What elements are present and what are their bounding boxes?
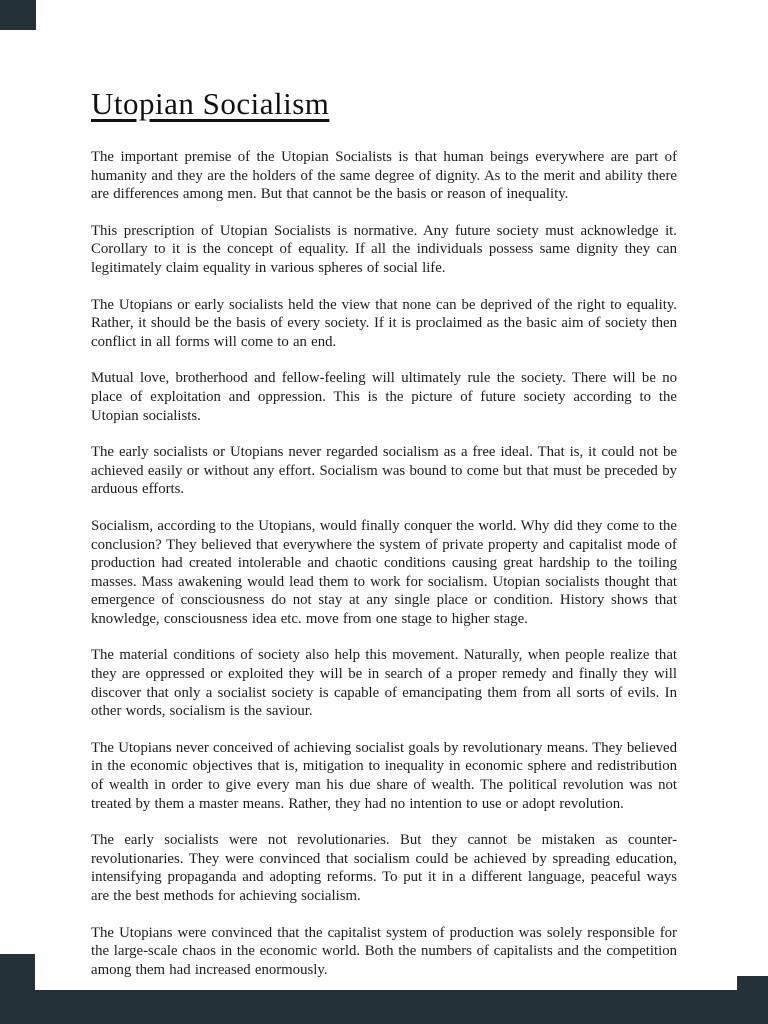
scan-edge-top-left [0, 0, 36, 30]
paragraph: The important premise of the Utopian Socialists is that human beings everywhere are part of humanity and they are the holders of the same degree of dignity. As to the merit and ability there are differences among men. But that cannot be the basis or reason of inequality. [91, 149, 677, 203]
paragraph: This prescription of Utopian Socialists is normative. Any future society must acknowledge it. Corollary to it is the concept of equality. If all the individuals possess same dignity they can legitimately claim equality in various spheres of social life. [91, 222, 677, 276]
document-body [91, 148, 677, 979]
scan-edge-bottom-bar [0, 990, 768, 1024]
scan-edge-bottom-left [0, 954, 35, 994]
paragraph: The early socialists were not revolutionaries. But they cannot be mistaken as counter-revolutionaries. They were convinced that socialism could be achieved by spreading education, intensifying propaganda and adopting reforms. To put it in a different language, peaceful ways are the best methods for achieving socialism. [91, 832, 677, 904]
paragraph: The Utopians or early socialists held the view that none can be deprived of the right to equality. Rather, it should be the basis of every society. If it is proclaimed as the basic aim of society then conflict in all forms will come to an end. [91, 296, 677, 350]
paragraph: The early socialists or Utopians never regarded socialism as a free ideal. That is, it could not be achieved easily or without any effort. Socialism was bound to come but that must be preceded by arduous efforts. [91, 444, 677, 498]
document-title: Utopian Socialism [91, 86, 330, 121]
paragraph: The Utopians never conceived of achieving socialist goals by revolutionary means. They believed in the economic objectives that is, mitigation to inequality in economic sphere and redistribution of wealth in order to give every man his due share of wealth. The political revolution was not treated by them a master means. Rather, they had no intention to use or adopt revolution. [91, 739, 677, 812]
paragraph: Socialism, according to the Utopians, would finally conquer the world. Why did they come to the conclusion? They believed that everywhere the system of private property and capitalist mode of production had created intolerable and chaotic conditions causing great hardship to the toiling masses. Mass awakening would lead them to work for socialism. Utopian socialists thought that emergence of consciousness do not stay at any single place or condition. History shows that knowledge, consciousness idea etc. move from one stage to higher stage. [91, 517, 677, 627]
paragraph: Mutual love, brotherhood and fellow-feeling will ultimately rule the society. There will be no place of exploitation and oppression. This is the picture of future society according to the Utopian socialists. [91, 370, 677, 424]
paragraph: The material conditions of society also help this movement. Naturally, when people realize that they are oppressed or exploited they will be in search of a proper remedy and finally they will discover that only a socialist society is capable of emancipating them from all sorts of evils. In other words, socialism is the saviour. [91, 647, 677, 720]
paragraph: The Utopians were convinced that the capitalist system of production was solely responsible for the large-scale chaos in the economic world. Both the numbers of capitalists and the competition among them had increased enormously. [91, 924, 677, 978]
